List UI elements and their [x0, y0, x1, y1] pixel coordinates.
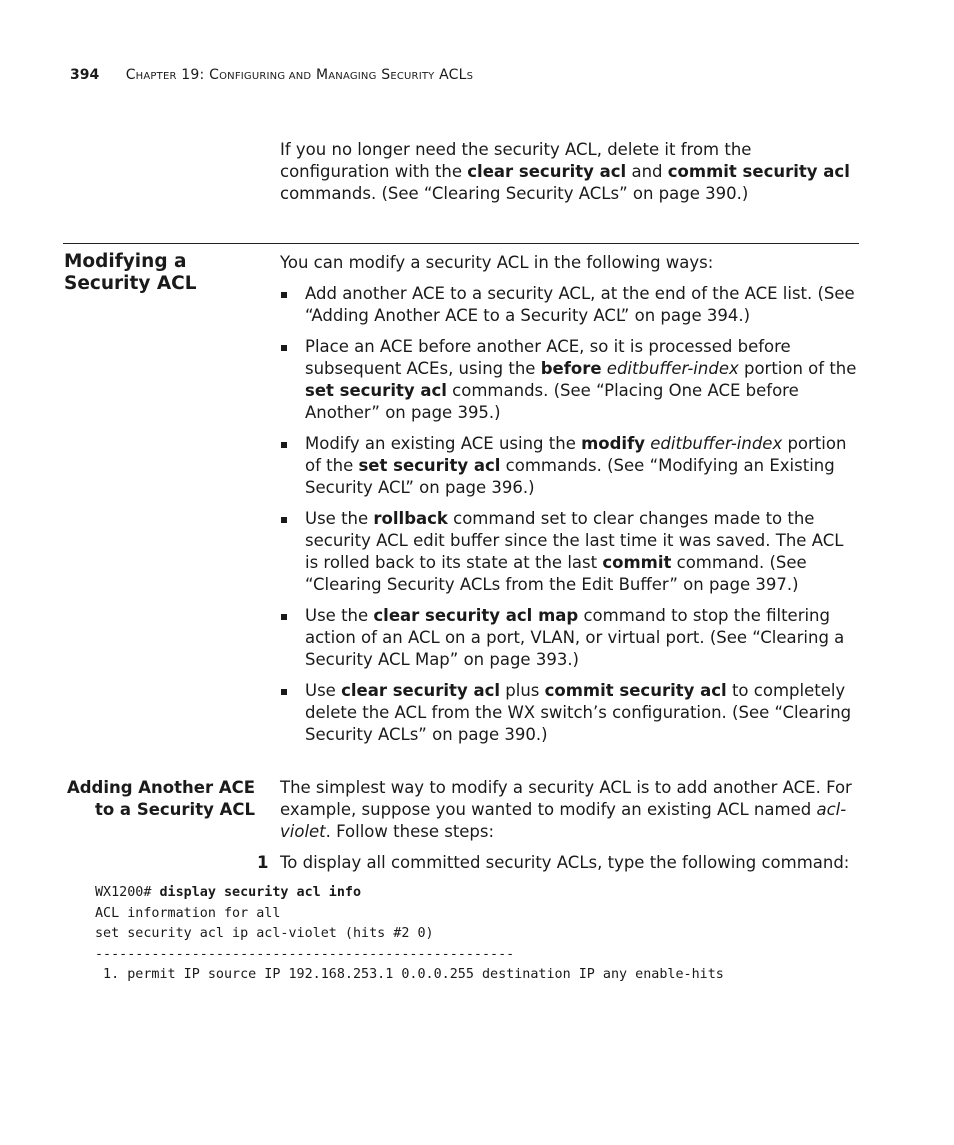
subsection-run: The simplest way to modify a security ACL is to add another ACE. For example, suppose you wanted to modify an existing ACL named — [280, 778, 852, 819]
list-item-run: portion of the — [738, 359, 857, 378]
list-item — [280, 680, 860, 746]
list-item-run: clear security acl map — [373, 606, 579, 625]
code-prompt: WX1200# — [95, 885, 160, 900]
chapter-title-smallcaps: ECURITY — [390, 71, 435, 82]
list-item-run: Modify an existing ACE using the — [305, 434, 582, 453]
chapter-title-part: ACL — [434, 67, 467, 83]
bullet-square-icon — [281, 517, 287, 523]
chapter-title-part: S — [376, 67, 391, 83]
bullet-square-icon — [281, 614, 287, 620]
list-item-run: set security acl — [305, 381, 447, 400]
chapter-title-part: M — [311, 67, 329, 83]
intro-run: commit security acl — [667, 162, 850, 181]
section-divider — [63, 243, 859, 244]
list-item-run: commit security acl — [544, 681, 727, 700]
subsection-heading: Adding Another ACE to a Security ACL — [66, 778, 255, 819]
section-heading: Modifying a Security ACL — [64, 251, 197, 294]
running-header — [70, 67, 473, 83]
chapter-title-smallcaps: ANAGING — [328, 71, 377, 82]
list-item — [280, 433, 860, 499]
chapter-title-part: C — [125, 67, 136, 83]
chapter-title — [126, 67, 474, 83]
list-item — [280, 605, 860, 671]
chapter-title-smallcaps: ONFIGURING AND — [219, 71, 312, 82]
bullet-square-icon — [281, 345, 287, 351]
list-item-run: Use the — [305, 509, 374, 528]
page-number: 394 — [70, 67, 100, 83]
step-number: 1 — [257, 853, 269, 872]
list-item-run: portion of the — [305, 434, 847, 475]
list-item-run: commands. (See “Modifying an Existing Security ACL” on page 396.) — [305, 456, 835, 497]
subsection-run: acl-violet — [280, 800, 847, 841]
bullet-square-icon — [281, 689, 287, 695]
list-item-text — [305, 337, 856, 422]
list-item-run: commands. (See “Placing One ACE before Another” on page 395.) — [305, 381, 799, 422]
list-item — [280, 283, 860, 327]
list-item-run: command set to clear changes made to the security ACL edit buffer since the last time it was saved. The ACL is rolled back to its state at the last — [305, 509, 844, 572]
intro-paragraph — [280, 139, 860, 205]
list-item-text — [305, 681, 851, 744]
list-item-run: commit — [602, 553, 672, 572]
list-item-run: rollback — [373, 509, 448, 528]
code-output-line: ACL information for all — [95, 905, 281, 921]
list-item-run: Use the — [305, 606, 374, 625]
list-item-text — [305, 434, 846, 497]
list-item-run: Use — [305, 681, 342, 700]
chapter-title-smallcaps: S — [466, 71, 474, 82]
list-item-text — [305, 284, 855, 325]
code-command-line — [95, 883, 724, 904]
list-item-run: Place an ACE before another ACE, so it is processed before subsequent ACEs, using the — [305, 337, 791, 378]
list-item-run: set security acl — [358, 456, 501, 475]
chapter-title-part: 19: C — [176, 67, 220, 83]
bullet-square-icon — [281, 442, 287, 448]
bullet-square-icon — [281, 292, 287, 298]
list-item-text — [305, 606, 844, 669]
intro-run: clear security acl — [467, 162, 627, 181]
intro-run: commands. (See “Clearing Security ACLs” on page 390.) — [280, 184, 749, 203]
step-text: To display all committed security ACLs, type the following command: — [280, 853, 850, 872]
intro-run: and — [626, 162, 668, 181]
list-item — [280, 508, 860, 596]
code-output-line: ---------------------------------------------------- — [95, 946, 515, 962]
list-item-run: command to stop the filtering action of an ACL on a port, VLAN, or virtual port. (See “Clearing a Security ACL Map” on page 393.) — [305, 606, 845, 669]
section-lead-paragraph: You can modify a security ACL in the following ways: — [280, 253, 714, 272]
subsection-paragraph — [280, 777, 860, 843]
intro-run: If you no longer need the security ACL, delete it from the configuration with the — [280, 140, 752, 181]
list-item-run: plus — [500, 681, 545, 700]
list-item-run: editbuffer-index — [650, 434, 783, 453]
list-item-run: clear security acl — [341, 681, 501, 700]
list-item-run: Add another ACE to a security ACL, at the end of the ACE list. (See “Adding Another ACE to a Security ACL” on page 394.) — [305, 284, 855, 325]
list-item-run: to completely delete the ACL from the WX switch’s configuration. (See “Clearing Security ACLs” on page 390.) — [305, 681, 852, 744]
code-output-line: 1. permit IP source IP 192.168.253.1 0.0.0.255 destination IP any enable-hits — [95, 967, 724, 982]
chapter-title-smallcaps: HAPTER — [135, 71, 177, 82]
list-item — [280, 336, 860, 424]
list-item-run: before — [540, 359, 602, 378]
list-item-run: command. (See “Clearing Security ACLs from the Edit Buffer” on page 397.) — [305, 553, 807, 594]
code-output-line: set security acl ip acl-violet (hits #2 0) — [95, 926, 434, 941]
list-item-run: modify — [581, 434, 646, 453]
list-item-text — [305, 509, 843, 594]
modification-methods-list — [280, 283, 860, 755]
code-block — [95, 883, 724, 986]
subsection-run: . Follow these steps: — [325, 822, 495, 841]
list-item-run: editbuffer-index — [606, 359, 739, 378]
code-command: display security acl info — [159, 885, 362, 900]
